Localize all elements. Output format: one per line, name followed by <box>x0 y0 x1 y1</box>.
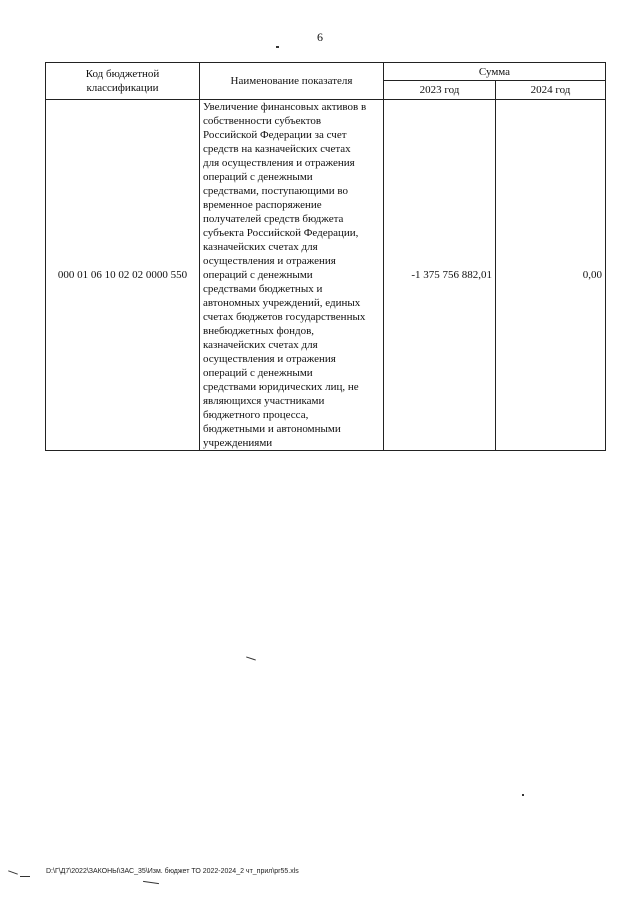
row-code: 000 01 06 10 02 02 0000 550 <box>46 100 200 451</box>
header-year-2024: 2024 год <box>496 81 606 100</box>
header-name: Наименование показателя <box>200 63 384 100</box>
page-number: 6 <box>317 30 323 44</box>
row-value-2023: -1 375 756 882,01 <box>384 100 496 451</box>
scan-speck <box>276 46 279 48</box>
row-value-2024: 0,00 <box>496 100 606 451</box>
header-sum: Сумма <box>384 63 606 81</box>
row-name: Увеличение финансовых активов в собственности субъектов Российской Федерации за счет средств на казначейских счетах для осуществления и отражения операций с денежными средствами, поступающими во временное распоряжение получателей средств бюджета субъекта Российской Федерации, казначейских счетах для осуществления и отражения операций с денежными средствами бюджетных и автономных учреждений, единых счетах бюджетов государственных внебюджетных фондов, казначейских счетах для осуществления и отражения операций с денежными средствами юридических лиц, не являющихся участниками бюджетного процесса, бюджетными и автономными учреждениями <box>200 100 384 451</box>
table-row <box>46 100 606 451</box>
scan-speck <box>522 794 524 796</box>
budget-table <box>45 62 606 451</box>
scan-mark <box>246 656 256 660</box>
table-header-row <box>46 63 606 81</box>
header-year-2023: 2023 год <box>384 81 496 100</box>
scan-mark <box>8 870 18 874</box>
header-code: Код бюджетной классификации <box>46 63 200 100</box>
file-path-footer: D:\Г\Д7\2022\ЗАКОНЫ\ЗАС_35\Изм. бюджет ТО 2022-2024_2 чт_прил\pr55.xls <box>46 868 299 875</box>
scan-mark <box>20 876 30 877</box>
scan-mark <box>143 881 159 884</box>
